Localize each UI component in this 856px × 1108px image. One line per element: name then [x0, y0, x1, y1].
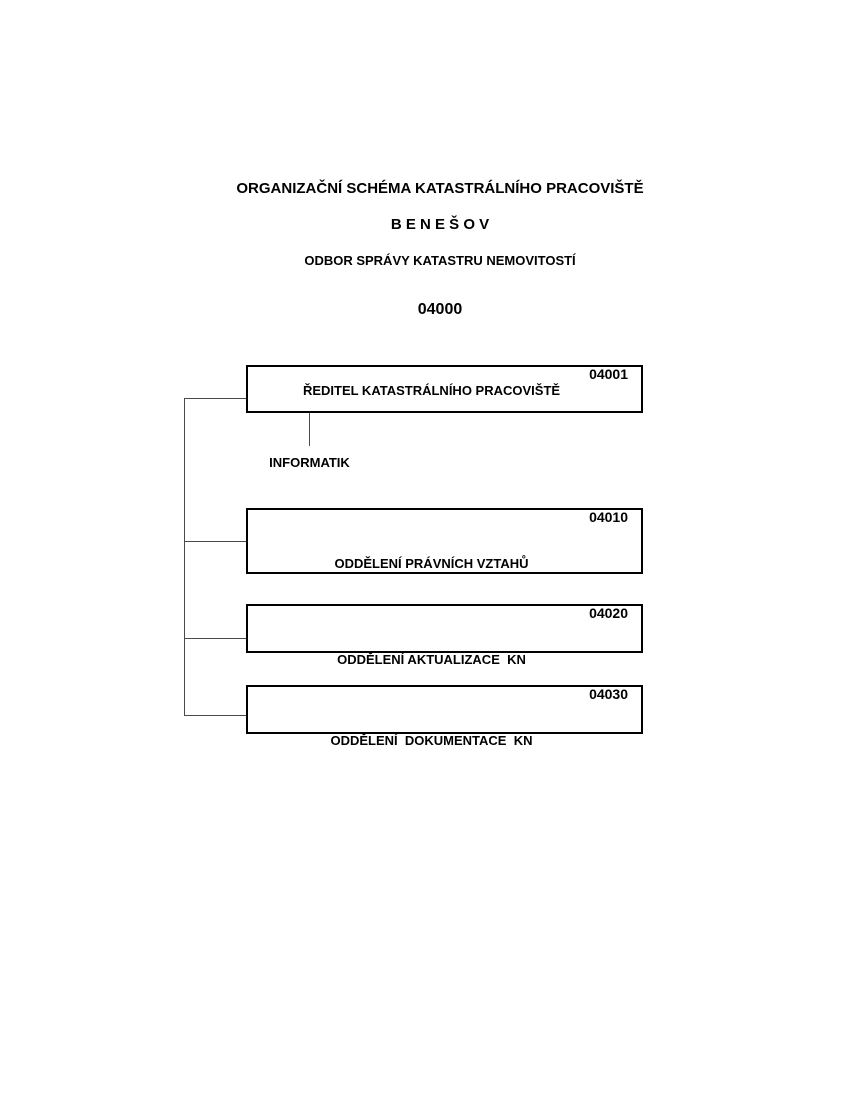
connector-branch-04020 [184, 638, 246, 639]
org-box-unit-04010 [246, 508, 643, 574]
page-subtitle-city: B E N E Š O V [390, 216, 490, 233]
connector-director-to-informatik [309, 413, 310, 446]
org-label-director: ŘEDITEL KATASTRÁLNÍHO PRACOVIŠTĚ [302, 383, 561, 398]
page-department-code: 04000 [417, 301, 463, 318]
org-label-unit-04020-line1: ODDĚLENÍ AKTUALIZACE KN [337, 652, 526, 667]
org-box-director [246, 365, 643, 413]
connector-trunk-to-director [184, 398, 246, 399]
org-label-unit-04010-line1: ODDĚLENÍ PRÁVNÍCH VZTAHŮ [334, 556, 529, 571]
org-label-unit-04030 [248, 703, 641, 778]
connector-trunk-vertical [184, 398, 185, 715]
org-code-unit-04010: 04010 [589, 509, 628, 525]
org-box-informatik [245, 446, 374, 478]
org-label-unit-04030-line1: ODDĚLENÍ DOKUMENTACE KN [330, 733, 533, 748]
connector-branch-04030 [184, 715, 246, 716]
org-box-unit-04030 [246, 685, 643, 748]
connector-branch-04010 [184, 541, 246, 542]
page-title: ORGANIZAČNÍ SCHÉMA KATASTRÁLNÍHO PRACOVIŠTĚ [236, 180, 644, 197]
org-code-unit-04030: 04030 [589, 686, 628, 702]
org-label-informatik: INFORMATIK [269, 454, 350, 470]
page-department-name: ODBOR SPRÁVY KATASTRU NEMOVITOSTÍ [304, 253, 576, 268]
org-box-unit-04020 [246, 604, 643, 667]
org-code-unit-04020: 04020 [589, 605, 628, 621]
org-code-director: 04001 [589, 366, 628, 382]
